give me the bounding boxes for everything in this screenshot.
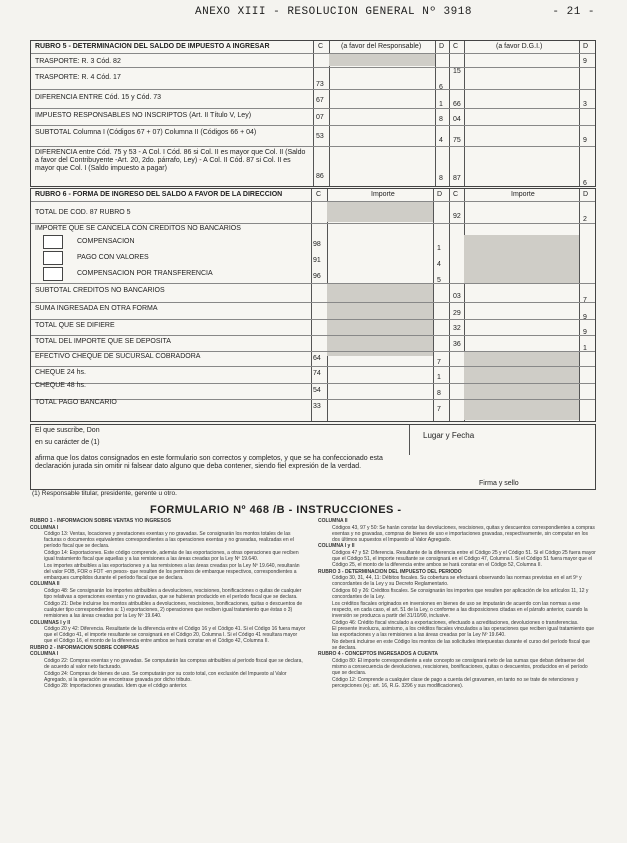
right-paragraph: COLUMNA I y II [318,543,355,550]
r5-row-0: TRASPORTE: R. 3 Cód. 82 [35,58,121,65]
r5-row-3: IMPUESTO RESPONSABLES NO INSCRIPTOS (Art. II Título V, Ley) [35,112,252,119]
compensacion-transferencia-checkbox[interactable] [43,267,63,281]
rubro5-box: RUBRO 5 - DETERMINACION DEL SALDO DE IMPUESTO A INGRESAR C (a favor del Responsable) D C (a favor D.G.I.) D TRASPORTE: R. 3 Cód. 82 15 9 TRASPORTE: R. 4 Cód. 17 73 6 DIFERENCIA ENTRE Cód. 15 y Cód. 73 67 1 66 3 IMPUESTO RESPONSABLES NO INSCRIPTOS (Art. II Título V, Ley) 07 8 04 SUBTOTAL Columna I (Códigos 67 + 07) Columna II (Códigos 66 + 04) 53 4 75 9 DIFERENCIA entre Cód. 75 y 53 - A Col. I Cód. 86 si Col. II es mayor que Col. II (Saldo a favor del Contribuyente -Art. 20, 2do. párrafo, Ley) - A Col. II Cód. 87 si Col. II es mayor que Col. I (Saldo impuesto a pagar) 86 8 87 6 [30,40,596,187]
right-paragraph: Los créditos fiscales originados en inversiones en bienes de uso se imputarán de acuerdo con las normas a ese respecto, en cada caso, el art. 51 de la Ley, o conforme a las disposiciones citadas en el párrafo anterior, cuando la inversión se produzca a partir del 31/10/90, inclusive. [332,600,588,619]
right-paragraph: El presente involucra, asimismo, a los créditos fiscales vinculados a las operaciones que reciben igual tratamiento que las exportaciones y a las remisiones a las áreas creadas por la Ley Nº 19.640. [332,626,595,639]
pago-valores-checkbox[interactable] [43,251,63,265]
compensacion-checkbox[interactable] [43,235,63,249]
right-paragraph: RUBRO 4 - CONCEPTOS INGRESADOS A CUENTA [318,651,439,658]
suscribe-label: El que suscribe, Don [35,427,100,434]
right-paragraph: No deberá incluirse en este Código los montos de las solicitudes interpuestas durante el curso del período fiscal que se declara. [332,638,590,651]
firma-sello-label: Firma y sello [479,480,519,487]
r6-line-3: TOTAL DEL IMPORTE QUE SE DEPOSITA [35,338,171,345]
left-paragraph: RUBRO 2 - INFORMACION SOBRE COMPRAS [30,644,139,651]
rubro6-box: RUBRO 6 - FORMA DE INGRESO DEL SALDO A FAVOR DE LA DIRECCION C Importe D C Importe D TOTAL DE COD. 87 RUBRO 5 92 2 IMPORTE QUE SE CANCELA CON CREDITOS NO BANCARIOS COMPENSACION 98 1 PAGO CON VALORES 91 4 COMPENSACION POR TRANSFERENCIA 96 5 SUBTOTAL CREDITOS NO BANCARIOS 03 7 SUMA INGRESADA EN OTRA FORMA 29 9 TOTAL QUE SE DIFIERE 32 9 TOTAL DEL IMPORTE QUE SE DEPOSITA 36 1 EFECTIVO CHEQUE DE SUCURSAL COBRADORA 64 7 CHEQUE 24 hs. 74 1 CHEQUE 48 hs. 54 8 TOTAL PAGO BANCARIO 33 7 [30,188,596,422]
r6-line-6: CHEQUE 48 hs. [35,382,86,389]
compensacion-transferencia-label: COMPENSACION POR TRANSFERENCIA [77,270,213,277]
r5-row-2: DIFERENCIA ENTRE Cód. 15 y Cód. 73 [35,94,162,101]
right-paragraph: COLUMNA II [318,518,348,524]
footnote: (1) Responsable titular, presidente, gerente u otro. [32,490,177,497]
lugar-fecha-label: Lugar y Fecha [423,431,475,440]
left-paragraph: COLUMNA I [30,651,59,658]
right-paragraph: Códigos 47 y 52: Diferencia. Resultante de la diferencia entre el Código 25 y el Código 51. Si el Código 25 fuera mayor que el Código 51, el importe resultante se consignará en el Código 47, Columna I. Si el Código 51 fuera mayor que el Código 25, el monto de la diferencia entre ambos se hará constar en el Código 52, Columna II. [332,549,596,569]
compensacion-label: COMPENSACION [77,238,135,245]
left-paragraph: Código 20 y 42: Diferencia. Resultante de la diferencia entre el Código 16 y el Código 41. Si el Código 16 fuera mayor que el Código 41, el importe resultante se consignará en el Código 20, Columna I. Si el Código 41 resultara mayor que el Código 16, el monto de la diferencia entre ambos se hará constar en el Código 42, Columna II. [44,626,306,645]
rubro6-title: RUBRO 6 - FORMA DE INGRESO DEL SALDO A FAVOR DE LA DIRECCION [35,191,283,198]
instructions-left-column [30,518,306,836]
left-paragraph: Código 48: Se consignarán los importes atribuibles a devoluciones, rescisiones, bonificaciones o quitas de cualquier tipo relativas a operaciones exentas y no gravadas, que se hubieran producido en el período fiscal que se declara. [44,588,302,601]
left-paragraph: Código 13: Ventas, locaciones y prestaciones exentas y no gravadas. Se consignarán los montos totales de las facturas o documentos equivalentes correspondientes a las operaciones exentas y no gravadas, realizadas en el período fiscal que se declara. [44,531,294,550]
left-paragraph: Los importes atribuibles a las exportaciones y a las remisiones a las áreas creadas por la Ley Nº 19.640, resultarán del valor FOB, FOR o FOT -en pesos- que resulten de los permisos de embarque respectivos, correspondientes a embarques cumplidos durante el período fiscal que se declara. [44,562,300,581]
r6-line-5: CHEQUE 24 hs. [35,369,86,376]
r5-row-4: SUBTOTAL Columna I (Códigos 67 + 07) Columna II (Códigos 66 + 04) [35,129,257,136]
left-paragraph: RUBRO 1 - INFORMACION SOBRE VENTAS Y/O INGRESOS [30,518,171,524]
left-paragraph: Código 14: Exportaciones. Este código comprende, además de las exportaciones, a otras operaciones que reciben igual tratamiento fiscal que aquellas y a las remisiones a las áreas creadas por la Ley Nº 19.640. [44,549,299,563]
right-paragraph: Códigos 43, 97 y 50: Se harán constar las devoluciones, rescisiones, quitas y descuentos correspondientes a compras exentas y no gravadas, compras de bienes de uso e importaciones gravadas, respectivamente, sin computar en los dos últimos supuestos el Impuesto al Valor Agregado. [332,524,595,543]
r6-line-1: SUMA INGRESADA EN OTRA FORMA [35,305,158,312]
instructions-right-column [318,518,596,836]
right-paragraph: Códigos 60 y 26: Créditos fiscales. Se consignarán los importes que resulten por aplicación de los artículos 11, 12 y concordantes de la Ley. [332,588,589,601]
right-paragraph: Código 12: Comprende a cualquier clase de pago a cuenta del gravamen, en tanto no se trate de retenciones y percepciones (ej.: art. 16, R.G. 3296 y sus modificaciones). [332,676,579,689]
pago-valores-label: PAGO CON VALORES [77,254,149,261]
left-paragraph: Código 22: Compras exentas y no gravadas. Se computarán las compras atribuibles al período fiscal que se declara, de acuerdo al valor neto facturado. [44,658,303,671]
left-paragraph: COLUMNA I [30,524,59,531]
r6-line-4: EFECTIVO CHEQUE DE SUCURSAL COBRADORA [35,353,201,360]
instructions-title: FORMULARIO Nº 468 /B - INSTRUCCIONES - [150,504,402,516]
r5-row-5: DIFERENCIA entre Cód. 75 y 53 - A Col. I Cód. 86 si Col. II es mayor que Col. II (Saldo a favor del Contribuyente -Art. 20, 2do. párrafo, Ley) - A Col. II Cód. 87 si Col. II es mayor que Col. I (Saldo impuesto a pagar) [35,149,306,172]
r6-line-0: SUBTOTAL CREDITOS NO BANCARIOS [35,287,165,294]
left-paragraph: COLUMNA II [30,581,60,588]
right-paragraph: Código 30, 31, 44, 11: Débitos fiscales. Su cobertura se efectuará observando las normas previstas en el art 9º y concordantes de la Ley y su Decreto Reglamentario. [332,575,582,588]
rubro5-title: RUBRO 5 - DETERMINACION DEL SALDO DE IMPUESTO A INGRESAR [35,43,270,50]
page-header [195,6,595,18]
r6-line-7: TOTAL PAGO BANCARIO [35,399,117,406]
caracter-label: en su carácter de (1) [35,439,100,446]
r6-line-2: TOTAL QUE SE DIFIERE [35,322,115,329]
right-paragraph: RUBRO 3 - DETERMINACION DEL IMPUESTO DEL PERIODO [318,568,462,575]
r6-total87: TOTAL DE COD. 87 RUBRO 5 [35,209,131,216]
r6-cancel-title: IMPORTE QUE SE CANCELA CON CREDITOS NO BANCARIOS [35,225,241,232]
right-paragraph: Código 46: Crédito fiscal vinculado a exportaciones, efectuado a acreditaciones, devoluciones o transferencias. [332,619,579,626]
right-paragraph: Código 80: El importe correspondiente a este concepto se consignará neto de las sumas que deban detraerse del mismo a consecuencia de devoluciones, rescisiones, bonificaciones, quitas o descuentos, producidos en el período que se declara. [332,658,588,677]
page-number: - 21 - [552,6,595,18]
annex-title: ANEXO XIII - RESOLUCION GENERAL Nº 3918 [195,6,472,18]
left-paragraph: Código 24: Compras de bienes de uso. Se computarán por su costo total, con exclusión del Impuesto al Valor Agregado, si la operación se encontrase gravada por dicho tributo. [44,670,287,683]
left-paragraph: COLUMNAS I y II [30,619,71,626]
left-paragraph: Código 28: Importaciones gravadas. Idem que el código anterior. [44,683,188,690]
affirm-text: afirma que los datos consignados en este formulario son correctos y completos, y que se ha confeccionado esta declaración jurada sin omitir ni falsear dato alguno que deba contener, siendo fiel expresión de la verdad. [35,455,383,470]
declaration-box [30,424,596,490]
r5-row-1: TRASPORTE: R. 4 Cód. 17 [35,74,121,81]
left-paragraph: Código 21: Debe incluirse los montos atribuibles a devoluciones, rescisiones, bonificaciones, quitas o descuentos de cualquier tipo correspondientes a: 1) exportaciones, 2) operaciones que reciben igual tratamiento que éstas o 3) remisiones a las áreas creadas por la Ley Nº 19.640. [44,600,303,619]
